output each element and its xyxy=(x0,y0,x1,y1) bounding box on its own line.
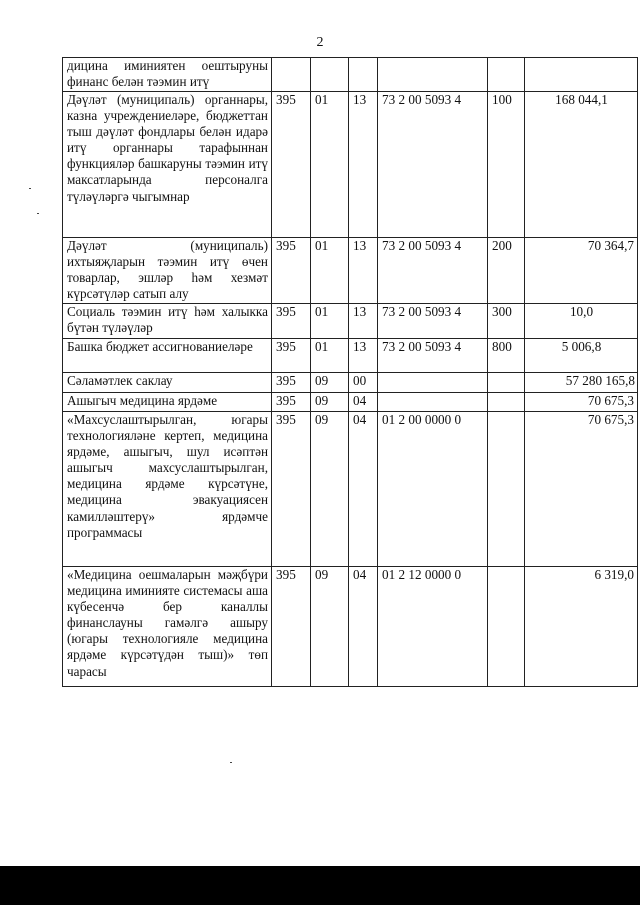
row-amount xyxy=(525,58,638,92)
row-expense-type xyxy=(488,567,525,687)
row-name: «Медицина оешмаларын мәҗбүри медицина иминияте системасы аша күбесенчә бер каналлы финанслауны гамәлгә ашыру (югары технологияле медицина ярдәме күрсәтүдән тыш)» төп чарасы xyxy=(63,567,272,687)
row-target-article xyxy=(378,393,488,412)
table-row xyxy=(63,58,638,92)
scan-speck xyxy=(29,188,31,189)
row-amount: 6 319,0 xyxy=(525,567,638,687)
row-razdel: 01 xyxy=(311,304,349,339)
row-podrazdel: 04 xyxy=(349,567,378,687)
row-expense-type xyxy=(488,58,525,92)
row-name: Башка бюджет ассигнованиеләре xyxy=(63,339,272,373)
row-ved: 395 xyxy=(272,304,311,339)
table-row xyxy=(63,238,638,304)
row-target-article xyxy=(378,58,488,92)
row-expense-type xyxy=(488,393,525,412)
row-ved xyxy=(272,58,311,92)
table-row xyxy=(63,92,638,238)
row-name: Сәламәтлек саклау xyxy=(63,373,272,393)
row-razdel: 09 xyxy=(311,373,349,393)
row-amount: 70 364,7 xyxy=(525,238,638,304)
scan-bottom-edge xyxy=(0,866,640,905)
table-row xyxy=(63,412,638,567)
row-target-article: 01 2 00 0000 0 xyxy=(378,412,488,567)
row-podrazdel: 13 xyxy=(349,92,378,238)
row-target-article: 73 2 00 5093 4 xyxy=(378,92,488,238)
row-razdel: 09 xyxy=(311,567,349,687)
row-target-article: 73 2 00 5093 4 xyxy=(378,304,488,339)
row-target-article xyxy=(378,373,488,393)
row-name: Дәүләт (муниципаль) органнары, казна учреждениеләре, бюджеттан тыш дәүләт фондлары белән идарә итү органнары тарафыннан функцияләр башкаруны тәэмин итү максатларында персоналга түләүләргә чыгымнар xyxy=(63,92,272,238)
row-razdel xyxy=(311,58,349,92)
row-expense-type: 100 xyxy=(488,92,525,238)
row-expense-type: 800 xyxy=(488,339,525,373)
row-podrazdel: 04 xyxy=(349,393,378,412)
row-razdel: 01 xyxy=(311,92,349,238)
row-target-article: 73 2 00 5093 4 xyxy=(378,339,488,373)
row-expense-type: 200 xyxy=(488,238,525,304)
row-ved: 395 xyxy=(272,339,311,373)
row-podrazdel xyxy=(349,58,378,92)
table-row xyxy=(63,339,638,373)
table-row xyxy=(63,393,638,412)
row-razdel: 09 xyxy=(311,393,349,412)
page-number: 2 xyxy=(316,35,324,50)
row-ved: 395 xyxy=(272,92,311,238)
row-name: дицина иминиятен оештыруны финанс белән тәэмин итү xyxy=(63,58,272,92)
row-amount: 70 675,3 xyxy=(525,412,638,567)
table-row xyxy=(63,304,638,339)
row-amount: 168 044,1 xyxy=(525,92,638,238)
row-ved: 395 xyxy=(272,567,311,687)
row-razdel: 09 xyxy=(311,412,349,567)
row-name: Дәүләт (муниципаль) ихтыяҗларын тәэмин итү өчен товарлар, эшләр һәм хезмәт күрсәтүләр сатып алу xyxy=(63,238,272,304)
row-razdel: 01 xyxy=(311,339,349,373)
row-ved: 395 xyxy=(272,238,311,304)
row-amount: 70 675,3 xyxy=(525,393,638,412)
row-ved: 395 xyxy=(272,412,311,567)
row-podrazdel: 13 xyxy=(349,339,378,373)
row-ved: 395 xyxy=(272,373,311,393)
row-target-article: 73 2 00 5093 4 xyxy=(378,238,488,304)
row-amount: 10,0 xyxy=(525,304,638,339)
row-podrazdel: 04 xyxy=(349,412,378,567)
budget-table xyxy=(62,57,638,687)
row-podrazdel: 00 xyxy=(349,373,378,393)
row-podrazdel: 13 xyxy=(349,238,378,304)
scan-speck xyxy=(37,213,39,214)
row-ved: 395 xyxy=(272,393,311,412)
table-row xyxy=(63,373,638,393)
row-name: Социаль тәэмин итү һәм халыкка бүтән түләүләр xyxy=(63,304,272,339)
row-amount: 57 280 165,8 xyxy=(525,373,638,393)
row-expense-type xyxy=(488,412,525,567)
row-expense-type xyxy=(488,373,525,393)
row-expense-type: 300 xyxy=(488,304,525,339)
row-target-article: 01 2 12 0000 0 xyxy=(378,567,488,687)
row-name: Ашыгыч медицина ярдәме xyxy=(63,393,272,412)
row-razdel: 01 xyxy=(311,238,349,304)
table-row xyxy=(63,567,638,687)
scan-speck xyxy=(230,762,232,763)
row-name: «Махсуслаштырылган, югары технологияләне кертеп, медицина ярдәме, ашыгыч, шул исәптән ашыгыч махсуслаштырылган, медицина ярдәме күрсәтүне, медицина эвакуациясен камилләштерү» ярдәмче программасы xyxy=(63,412,272,567)
row-amount: 5 006,8 xyxy=(525,339,638,373)
row-podrazdel: 13 xyxy=(349,304,378,339)
